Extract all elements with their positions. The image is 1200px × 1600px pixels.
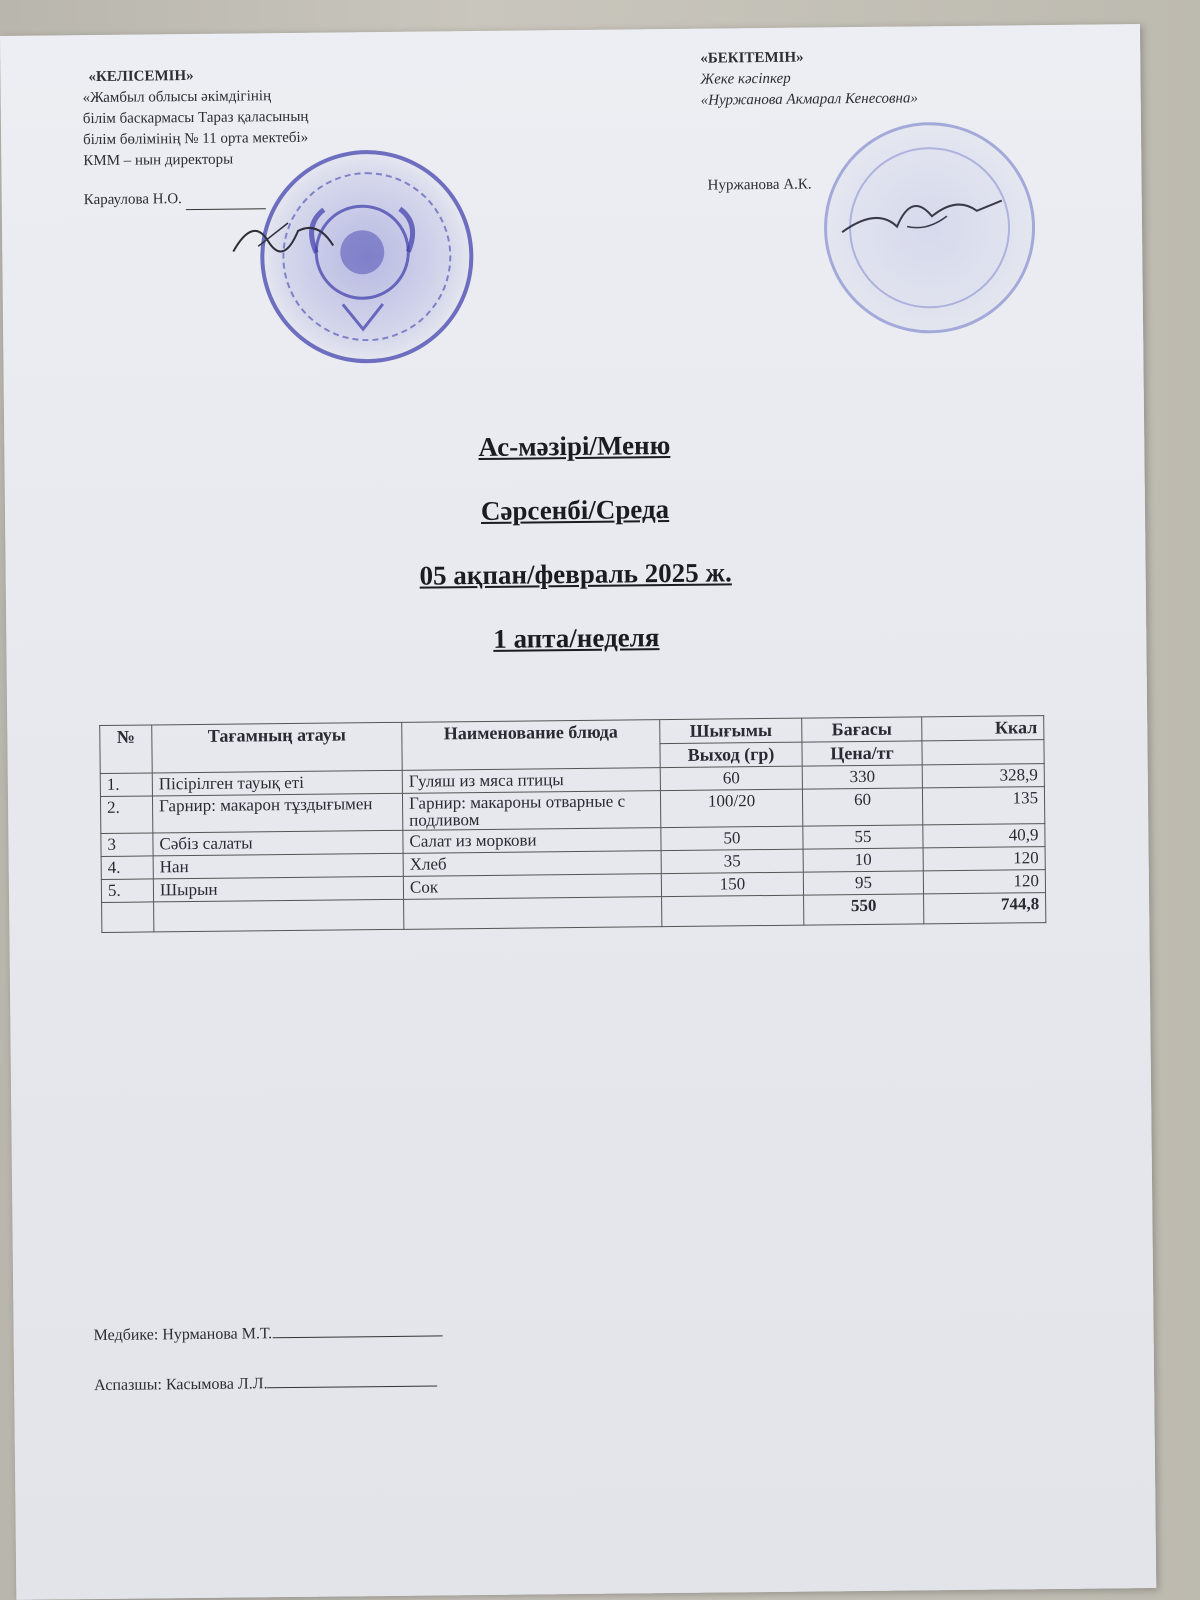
menu-table bbox=[99, 715, 1046, 933]
signature-line bbox=[186, 194, 266, 210]
header-name-ru: Наименование блюда bbox=[402, 720, 660, 771]
cell-yield: 50 bbox=[661, 826, 803, 850]
cell-name-ru: Салат из моркови bbox=[403, 828, 661, 854]
cell-empty bbox=[404, 897, 662, 930]
cell-price: 330 bbox=[802, 765, 922, 789]
cell-name-kz: Гарнир: макарон тұздығымен bbox=[152, 793, 402, 833]
cell-num: 2. bbox=[100, 796, 152, 834]
cell-price: 60 bbox=[802, 788, 922, 826]
cell-name-kz: Шырын bbox=[153, 876, 403, 902]
header-price-kz: Бағасы bbox=[802, 717, 922, 742]
approval-line: «Жамбыл облысы әкімдігінің bbox=[82, 88, 272, 107]
cell-num: 3 bbox=[101, 833, 153, 857]
week-title: 1 апта/неделя bbox=[493, 622, 660, 654]
signature-left-icon bbox=[228, 210, 339, 261]
total-price: 550 bbox=[804, 894, 924, 925]
cell-name-ru: Хлеб bbox=[403, 851, 661, 877]
cell-yield: 35 bbox=[661, 849, 803, 873]
day-title: Сәрсенбі/Среда bbox=[480, 494, 670, 526]
cell-kcal: 120 bbox=[923, 847, 1045, 871]
cell-yield: 100/20 bbox=[660, 789, 802, 827]
cook-label: Аспазшы: Касымова Л.Л. bbox=[94, 1375, 268, 1395]
footer-cook bbox=[94, 1371, 438, 1395]
cell-empty bbox=[662, 895, 804, 926]
approval-heading-left: «КЕЛІСЕМІН» bbox=[88, 67, 194, 86]
cell-name-kz: Сәбіз салаты bbox=[153, 830, 403, 856]
cell-kcal: 120 bbox=[923, 870, 1045, 894]
cell-kcal: 135 bbox=[922, 787, 1044, 825]
menu-title: Ас-мәзірі/Меню bbox=[478, 430, 671, 463]
signer-name: Нуржанова А.К. bbox=[707, 176, 812, 194]
date-title: 05 ақпан/февраль 2025 ж. bbox=[419, 557, 732, 591]
cell-num: 4. bbox=[101, 856, 153, 880]
cell-empty bbox=[102, 902, 154, 933]
cell-yield: 150 bbox=[661, 872, 803, 896]
cell-yield: 60 bbox=[660, 766, 802, 790]
cell-price: 55 bbox=[803, 825, 923, 849]
approval-heading-right: «БЕКІТЕМІН» bbox=[700, 49, 804, 67]
cell-num: 1. bbox=[100, 773, 152, 797]
approval-line: КММ – нын директоры bbox=[83, 151, 234, 170]
cell-price: 10 bbox=[803, 848, 923, 872]
header-yield-kz: Шығымы bbox=[660, 718, 802, 743]
header-price-ru: Цена/тг bbox=[802, 741, 922, 766]
header-num: № bbox=[100, 725, 152, 774]
cell-price: 95 bbox=[803, 871, 923, 895]
document-sheet bbox=[0, 24, 1156, 1600]
cell-name-ru: Сок bbox=[403, 874, 661, 900]
approval-line: білім бөлімінің № 11 орта мектебі» bbox=[83, 129, 309, 149]
footer-nurse bbox=[94, 1321, 443, 1345]
cell-name-ru: Гуляш из мяса птицы bbox=[402, 768, 660, 794]
header-empty bbox=[922, 740, 1044, 765]
approval-line: Жеке кәсіпкер bbox=[700, 70, 791, 88]
cell-name-kz: Нан bbox=[153, 853, 403, 879]
signature-right-icon bbox=[837, 185, 1008, 247]
header-kcal: Ккал bbox=[922, 716, 1044, 741]
approval-line: «Нуржанова Акмарал Кенесовна» bbox=[700, 90, 918, 109]
signature-line bbox=[267, 1371, 437, 1388]
nurse-label: Медбике: Нурманова М.Т. bbox=[93, 1325, 273, 1345]
header-name-kz: Тағамның атауы bbox=[152, 722, 402, 773]
cell-name-kz: Пісірілген тауық еті bbox=[152, 770, 402, 796]
cell-empty bbox=[154, 899, 404, 932]
signature-line bbox=[272, 1321, 442, 1338]
total-kcal: 744,8 bbox=[924, 893, 1046, 924]
cell-kcal: 40,9 bbox=[923, 824, 1045, 848]
cell-num: 5. bbox=[101, 879, 153, 903]
cell-name-ru: Гарнир: макароны отварные с подливом bbox=[402, 791, 660, 831]
header-yield-ru: Выход (гр) bbox=[660, 742, 802, 767]
menu-titles bbox=[4, 424, 1147, 692]
cell-kcal: 328,9 bbox=[922, 764, 1044, 788]
approval-line: білім баскармасы Тараз қаласының bbox=[82, 108, 309, 128]
signer-name: Караулова Н.О. bbox=[83, 191, 182, 209]
